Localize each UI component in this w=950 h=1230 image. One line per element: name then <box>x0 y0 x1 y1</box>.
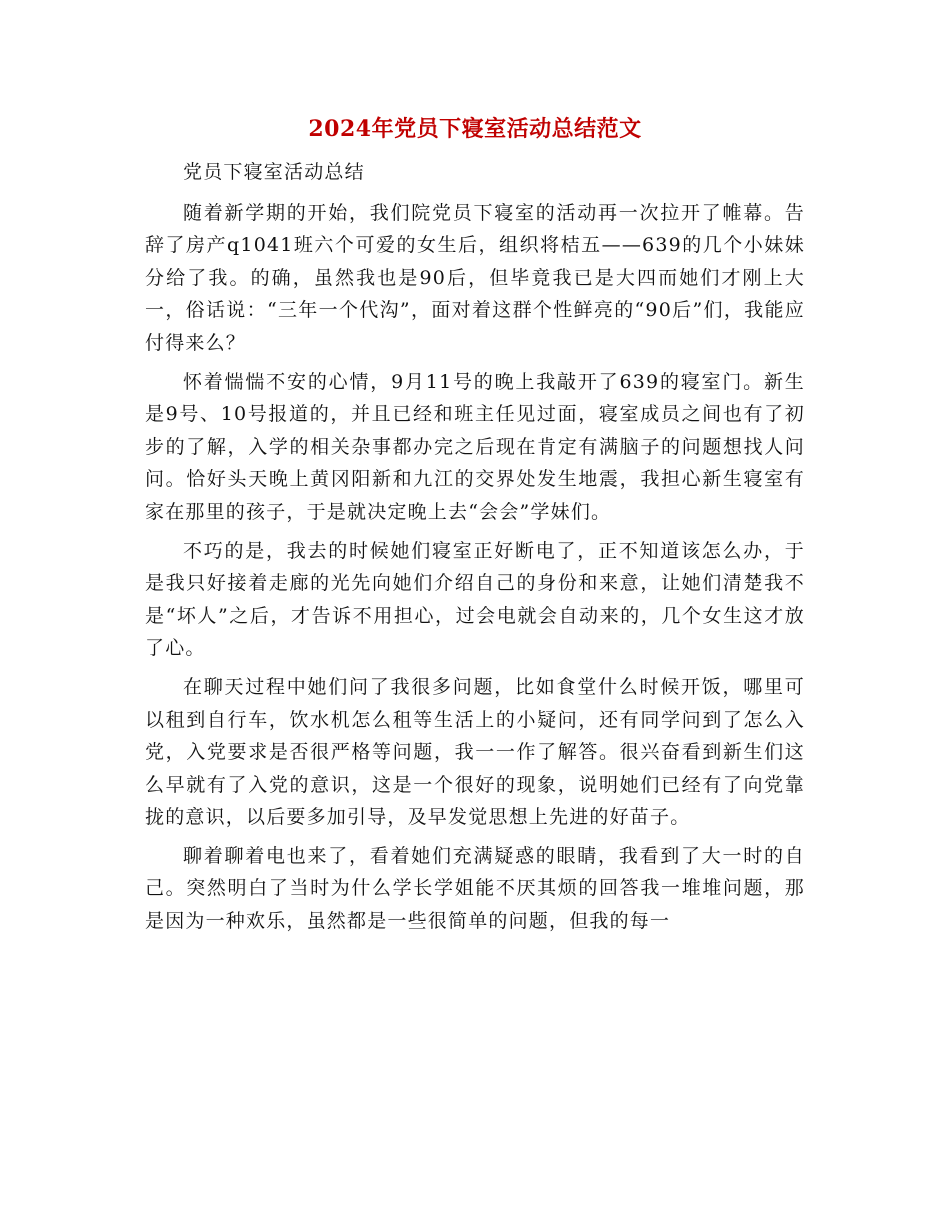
paragraph-heading: 党员下寝室活动总结 <box>183 161 365 183</box>
document-body <box>145 156 805 938</box>
paragraph: 不巧的是，我去的时候她们寝室正好断电了，正不知道该怎么办，于是我只好接着走廊的光先向她们介绍自己的身份和来意，让她们清楚我不是“坏人”之后，才告诉不用担心，过会电就会自动来的，几个女生这才放了心。 <box>145 539 805 660</box>
document-title: 2024年党员下寝室活动总结范文 <box>308 116 642 142</box>
paragraph: 怀着惴惴不安的心情，9月11号的晚上我敲开了639的寝室门。新生是9号、10号报道的，并且已经和班主任见过面，寝室成员之间也有了初步的了解，入学的相关杂事都办完之后现在肯定有满脑子的问题想找人问问。恰好头天晚上黄冈阳新和九江的交界处发生地震，我担心新生寝室有家在那里的孩子，于是就决定晚上去“会会”学妹们。 <box>145 370 805 523</box>
document-page <box>145 0 805 1230</box>
paragraph: 随着新学期的开始，我们院党员下寝室的活动再一次拉开了帷幕。告辞了房产q1041班六个可爱的女生后，组织将桔五——639的几个小妹妹分给了我。的确，虽然我也是90后，但毕竟我已是大四而她们才刚上大一，俗话说：“三年一个代沟”，面对着这群个性鲜亮的“90后”们，我能应付得来么？ <box>145 201 805 354</box>
paragraph: 聊着聊着电也来了，看着她们充满疑惑的眼睛，我看到了大一时的自己。突然明白了当时为什么学长学姐能不厌其烦的回答我一堆堆问题，那是因为一种欢乐，虽然都是一些很简单的问题，但我的每一 <box>145 844 805 933</box>
paragraph: 在聊天过程中她们问了我很多问题，比如食堂什么时候开饭，哪里可以租到自行车，饮水机怎么租等生活上的小疑问，还有同学问到了怎么入党，入党要求是否很严格等问题，我一一作了解答。很兴奋看到新生们这么早就有了入党的意识，这是一个很好的现象，说明她们已经有了向党靠拢的意识，以后要多加引导，及早发觉思想上先进的好苗子。 <box>145 675 805 829</box>
